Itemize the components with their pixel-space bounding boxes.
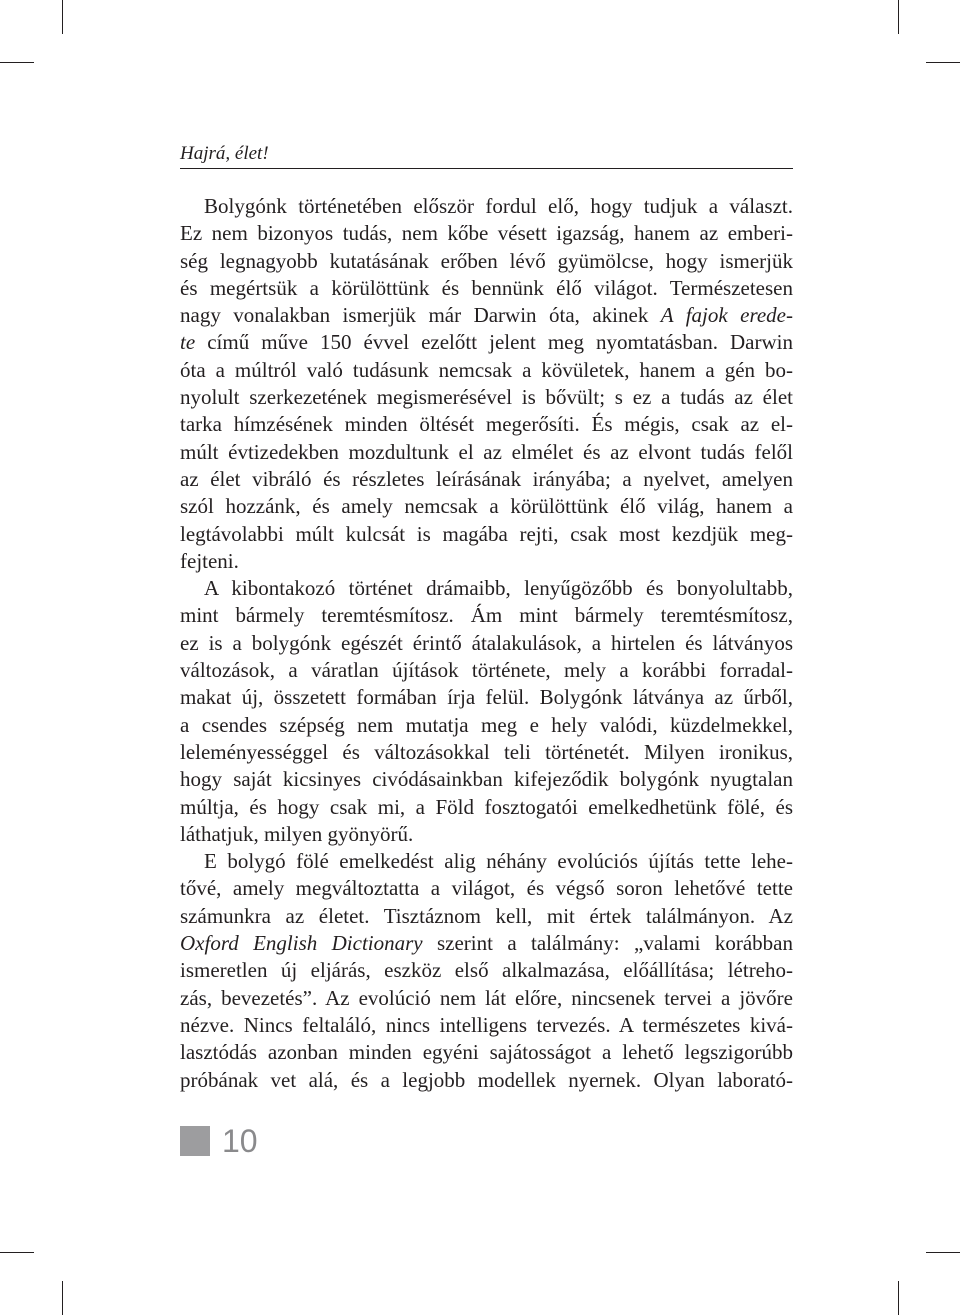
- text-line: [180, 903, 793, 930]
- text-line: [180, 1067, 793, 1094]
- crop-mark-top-left: [62, 0, 63, 34]
- running-head-title: Hajrá, élet!: [180, 143, 269, 164]
- line-text: A kibontakozó történet drámaibb, lenyűgözőbb és bonyolultabb,: [204, 576, 793, 601]
- text-line: [180, 875, 793, 902]
- running-head: [180, 144, 793, 169]
- line-text: ez is a bolygónk egészét érintő átalakulások, a hirtelen és látványos: [180, 630, 793, 655]
- text-line: [180, 1012, 793, 1039]
- line-text: fejteni.: [180, 548, 239, 573]
- text-line: [180, 684, 793, 711]
- text-line: [180, 985, 793, 1012]
- folio-square: [180, 1126, 210, 1156]
- text-line: [180, 821, 793, 848]
- text-line: [180, 930, 793, 957]
- text-line: [180, 493, 793, 520]
- text-line: [180, 575, 793, 602]
- text-line: [180, 275, 793, 302]
- line-text: makat új, összetett formában írja felül. Bolygónk látványa az űrből,: [180, 685, 793, 710]
- text-line: [180, 193, 793, 220]
- line-text: nézve. Nincs feltaláló, nincs intelligens tervezés. A természetes kivá-: [180, 1012, 793, 1037]
- line-text: E bolygó fölé emelkedést alig néhány evolúciós újítás tette lehe-: [204, 849, 793, 874]
- line-text: múltja, és hogy csak mi, a Föld fosztogatói emelkedhetünk fölé, és: [180, 794, 793, 819]
- text-line: [180, 220, 793, 247]
- line-text: számunkra az életet. Tisztáznom kell, mit értek találmányon. Az: [180, 903, 793, 928]
- text-line: [180, 248, 793, 275]
- text-line: [180, 602, 793, 629]
- text-line: [180, 302, 793, 329]
- crop-mark-bottom-right: [898, 1281, 899, 1315]
- line-text: Ez nem bizonyos tudás, nem kőbe vésett igazság, hanem az emberi-: [180, 221, 793, 246]
- text-line: [180, 848, 793, 875]
- crop-mark-left-bottom: [0, 1252, 34, 1253]
- line-text: óta a múltról való tudásunk nemcsak a kövületek, hanem a gén bo-: [180, 357, 793, 382]
- page-number: 10: [222, 1123, 258, 1159]
- text-line: [180, 384, 793, 411]
- line-text: a csendes szépség nem mutatja meg e hely valódi, küzdelmekkel,: [180, 712, 793, 737]
- text-line: [180, 766, 793, 793]
- text-line: [180, 466, 793, 493]
- crop-mark-left-top: [0, 62, 34, 63]
- text-line: [180, 794, 793, 821]
- crop-mark-right-top: [926, 62, 960, 63]
- italic-title: te: [180, 330, 196, 355]
- line-text: változások, a váratlan újítások története, mely a korábbi forradal-: [180, 658, 793, 683]
- text-line: [180, 957, 793, 984]
- line-text: múlt évtizedekben mozdultunk el az elmélet és az elvont tudás felől: [180, 439, 793, 464]
- crop-mark-top-right: [898, 0, 899, 34]
- line-text: nagy vonalakban ismerjük már Darwin óta, akinek: [180, 303, 661, 328]
- text-line: [180, 739, 793, 766]
- line-text: hogy saját kicsinyes civódásainkban kifejeződik bolygónk nyugtalan: [180, 767, 793, 792]
- line-text: lasztódás azonban minden egyéni sajátosságot a lehető legszigorúbb: [180, 1040, 793, 1065]
- line-text: tővé, amely megváltoztatta a világot, és végső soron lehetővé tette: [180, 876, 793, 901]
- text-line: [180, 439, 793, 466]
- text-line: [180, 1039, 793, 1066]
- line-text: próbának vet alá, és a legjobb modellek nyernek. Olyan laborató-: [180, 1067, 793, 1092]
- text-line: [180, 548, 793, 575]
- folio: [180, 1124, 258, 1158]
- text-line: [180, 329, 793, 356]
- text-line: [180, 357, 793, 384]
- line-text: az élet vibráló és részletes leírásának irányába; a nyelvet, amelyen: [180, 466, 793, 491]
- text-line: [180, 712, 793, 739]
- line-text: szerint a találmány: „valami korábban: [422, 931, 793, 956]
- crop-mark-right-bottom: [926, 1252, 960, 1253]
- italic-title: A fajok erede-: [660, 303, 793, 328]
- line-text: leleményességgel és változásokkal teli történetét. Milyen ironikus,: [180, 739, 793, 764]
- line-text: szól hozzánk, és amely nemcsak a körülöttünk élő világ, hanem a: [180, 494, 793, 519]
- line-text: legtávolabbi múlt kulcsát is magába rejti, csak most kezdjük meg-: [180, 521, 793, 546]
- text-line: [180, 630, 793, 657]
- crop-mark-bottom-left: [62, 1281, 63, 1315]
- body-text: [180, 193, 793, 1094]
- line-text: ismeretlen új eljárás, eszköz első alkalmazása, előállítása; létreho-: [180, 958, 793, 983]
- line-text: és megértsük a körülöttünk és bennünk élő világot. Természetesen: [180, 275, 793, 300]
- line-text: tarka hímzésének minden öltését megerősíti. És mégis, csak az el-: [180, 412, 793, 437]
- italic-title: Oxford English Dictionary: [180, 931, 423, 956]
- line-text: ség legnagyobb kutatásának erőben lévő gyümölcse, hogy ismerjük: [180, 248, 793, 273]
- line-text: zás, bevezetés”. Az evolúció nem lát előre, nincsenek tervei a jövőre: [180, 985, 793, 1010]
- line-text: láthatjuk, milyen gyönyörű.: [180, 821, 414, 846]
- line-text: mint bármely teremtésmítosz. Ám mint bármely teremtésmítosz,: [180, 603, 793, 628]
- text-line: [180, 521, 793, 548]
- line-text: Bolygónk történetében először fordul elő, hogy tudjuk a választ.: [204, 194, 793, 218]
- line-text: nyolult szerkezetének megismerésével is bővült; s ez a tudás az élet: [180, 385, 793, 410]
- text-line: [180, 657, 793, 684]
- text-line: [180, 411, 793, 438]
- line-text: című műve 150 évvel ezelőtt jelent meg nyomtatásban. Darwin: [195, 330, 793, 355]
